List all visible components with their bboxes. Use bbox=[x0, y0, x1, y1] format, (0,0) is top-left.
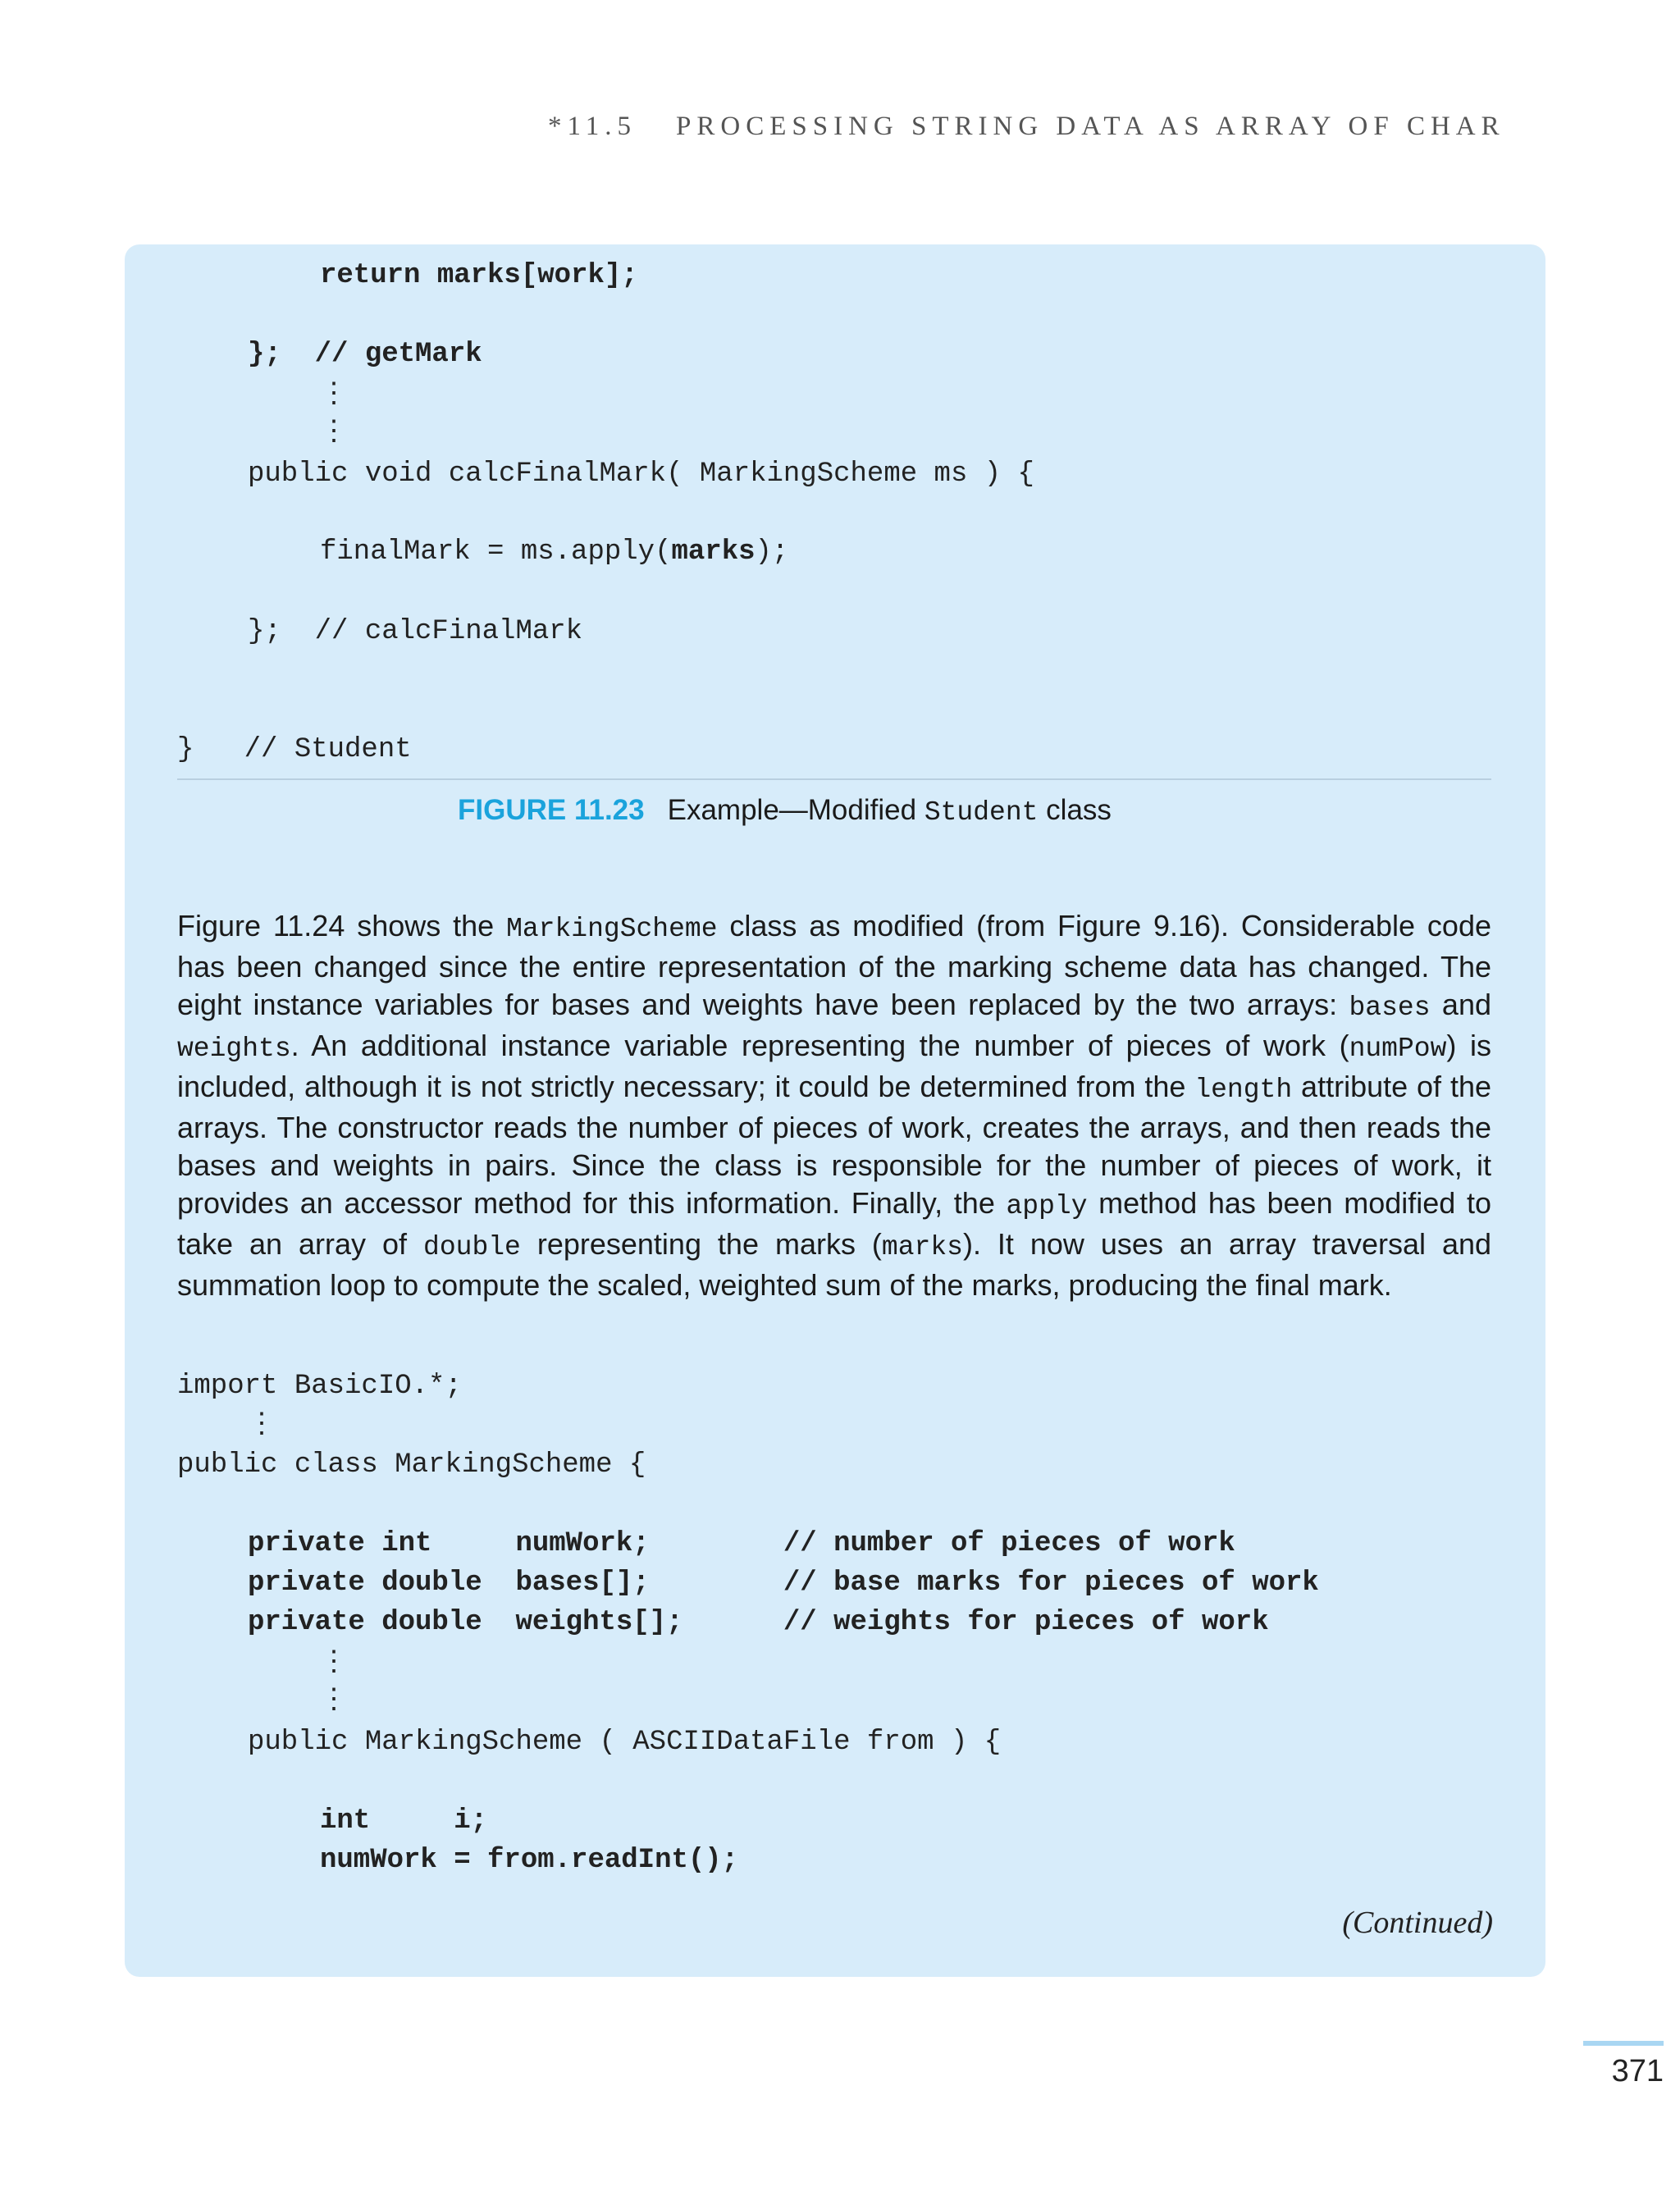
code-line: public void calcFinalMark( MarkingScheme ms ) { bbox=[248, 459, 1034, 490]
code-fragment-bold: marks bbox=[671, 536, 756, 568]
paragraph-text: attribute of the arrays. The constructor reads the number of pieces of work, creates the arrays, and then reads the bases and weights in pairs. Since the class is responsible for the number of pieces of work, it provides an accessor method for this information. Finally, the bbox=[177, 1070, 1492, 1220]
caption-rule bbox=[177, 778, 1491, 780]
code-line: int i; bbox=[320, 1805, 488, 1837]
caption-text: Example—Modified bbox=[667, 794, 924, 826]
body-paragraph bbox=[177, 907, 1491, 1304]
vertical-ellipsis: ⋮ bbox=[320, 418, 348, 449]
inline-code: MarkingScheme bbox=[506, 914, 718, 944]
code-line: private double bases[]; // base marks for pieces of work bbox=[248, 1568, 1319, 1599]
vertical-ellipsis: ⋮ bbox=[320, 1648, 348, 1679]
caption-code: Student bbox=[924, 797, 1039, 828]
vertical-ellipsis: ⋮ bbox=[320, 1686, 348, 1717]
paragraph-text: class as modified (from Figure 9.16). Considerable code has been changed since the entire representation of the marking scheme data has changed. The eight instance variables for bases and weights have been replaced by the two arrays: bbox=[177, 909, 1491, 1021]
paragraph-text: representing the marks ( bbox=[520, 1227, 882, 1261]
code-fragment: finalMark = ms.apply( bbox=[320, 536, 672, 568]
code-line: import BasicIO.*; bbox=[177, 1371, 462, 1402]
code-line: return marks[work]; bbox=[320, 260, 638, 291]
paragraph-text: and bbox=[1430, 988, 1491, 1021]
vertical-ellipsis: ⋮ bbox=[320, 380, 348, 411]
code-line: }; // calcFinalMark bbox=[248, 616, 583, 647]
caption-text: class bbox=[1038, 794, 1112, 826]
paragraph-text: ) is included, although it is not strictly necessary; it could be determined from the bbox=[177, 1029, 1491, 1103]
code-line: private double weights[]; // weights for pieces of work bbox=[248, 1607, 1269, 1638]
inline-code: marks bbox=[881, 1232, 963, 1262]
code-line: public class MarkingScheme { bbox=[177, 1449, 646, 1481]
inline-code: weights bbox=[177, 1034, 291, 1064]
page-number-bar bbox=[1583, 2041, 1664, 2046]
inline-code: length bbox=[1194, 1075, 1293, 1105]
code-line: private int numWork; // number of pieces of work bbox=[248, 1528, 1235, 1559]
section-number: *11.5 bbox=[548, 112, 637, 141]
figure-label: FIGURE 11.23 bbox=[458, 794, 645, 826]
paragraph-text: method has been modified to take an array of bbox=[177, 1186, 1491, 1261]
inline-code: double bbox=[423, 1232, 521, 1262]
code-line: numWork = from.readInt(); bbox=[320, 1845, 739, 1876]
code-line: } // Student bbox=[177, 734, 412, 765]
section-title: PROCESSING STRING DATA AS ARRAY OF CHAR bbox=[676, 112, 1505, 141]
code-line: }; // getMark bbox=[248, 339, 482, 370]
code-line: public MarkingScheme ( ASCIIDataFile from ) { bbox=[248, 1727, 1002, 1758]
vertical-ellipsis: ⋮ bbox=[248, 1410, 276, 1441]
paragraph-text: Figure 11.24 shows the bbox=[177, 909, 507, 942]
figure-caption bbox=[458, 791, 1112, 833]
page-number: 371 bbox=[1611, 2054, 1664, 2088]
code-line bbox=[320, 536, 788, 568]
running-head bbox=[548, 112, 1549, 142]
paragraph-text: ). It now uses an array traversal and summation loop to compute the scaled, weighted sum of the marks, producing the final mark. bbox=[177, 1227, 1492, 1302]
inline-code: bases bbox=[1349, 993, 1431, 1023]
inline-code: numPow bbox=[1349, 1034, 1447, 1064]
code-fragment: ); bbox=[755, 536, 789, 568]
paragraph-text: . An additional instance variable representing the number of pieces of work ( bbox=[290, 1029, 1349, 1062]
inline-code: apply bbox=[1006, 1191, 1088, 1221]
continued-label: (Continued) bbox=[1342, 1905, 1493, 1940]
